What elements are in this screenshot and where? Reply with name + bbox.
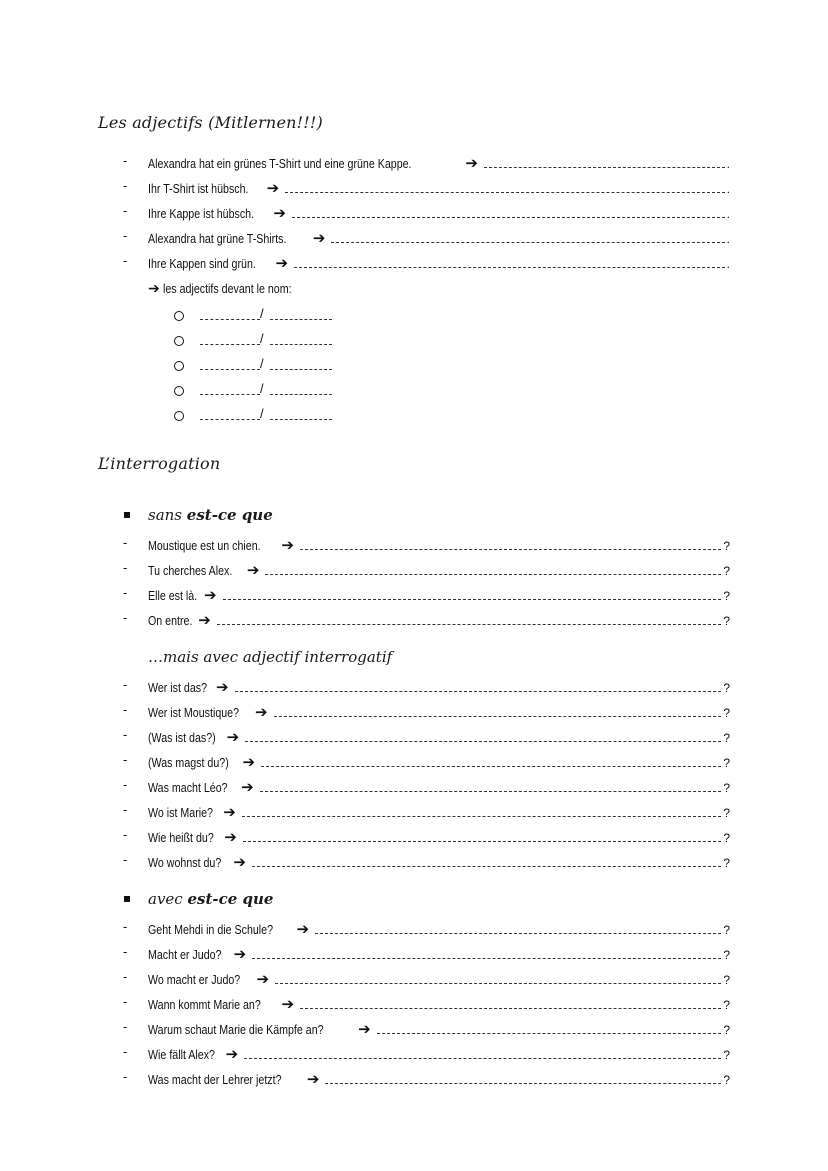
prompt-text: Ihre Kappen sind grün. [148, 256, 256, 271]
dash-bullet: - [123, 585, 128, 600]
line-end-mark: ? [723, 614, 730, 628]
dash-bullet: - [123, 802, 128, 817]
answer-blank[interactable] [200, 344, 260, 345]
answer-blank[interactable] [260, 791, 722, 792]
exercise-line [148, 850, 730, 870]
exercise-row [0, 850, 828, 872]
note-text: les adjectifs devant le nom: [163, 281, 292, 296]
prompt-text: Alexandra hat ein grünes T-Shirt und eine grüne Kappe. [148, 156, 412, 171]
answer-blank[interactable] [300, 549, 721, 550]
line-end-mark: ? [723, 681, 730, 695]
square-bullet-icon [124, 896, 130, 902]
arrow-right-icon: ➔ [275, 255, 289, 272]
arrow-right-icon: ➔ [241, 779, 254, 796]
adjective-blank-row [174, 357, 344, 375]
exercise-line [148, 750, 730, 770]
arrow-right-icon: ➔ [216, 679, 229, 696]
line-end-mark: ? [723, 923, 730, 937]
exercise-row [0, 176, 828, 198]
answer-blank[interactable] [265, 574, 721, 575]
prompt-text: Wo ist Marie? [148, 805, 213, 820]
circle-bullet-icon [174, 361, 184, 371]
slash-separator: / [260, 356, 264, 371]
dash-bullet: - [123, 852, 128, 867]
exercise-line [148, 775, 730, 795]
exercise-row [0, 750, 828, 772]
dash-bullet: - [123, 994, 128, 1009]
section-title-adjectifs: Les adjectifs (Mitlernen!!!) [98, 113, 323, 132]
exercise-row [0, 251, 828, 273]
arrow-bold-icon: ➔ [148, 280, 160, 296]
dash-bullet: - [123, 969, 128, 984]
arrow-right-icon: ➔ [225, 1046, 239, 1063]
line-end-mark: ? [723, 948, 730, 962]
answer-blank[interactable] [252, 866, 721, 867]
avec-prefix: avec [148, 890, 188, 908]
exercise-row [0, 1017, 828, 1039]
slash-separator: / [260, 331, 264, 346]
line-end-mark: ? [723, 806, 730, 820]
line-end-mark: . [726, 232, 730, 246]
circle-bullet-icon [174, 411, 184, 421]
exercise-line [148, 533, 730, 553]
answer-blank[interactable] [270, 369, 332, 370]
exercise-row [0, 226, 828, 248]
exercise-row [0, 725, 828, 747]
exercise-row [0, 942, 828, 964]
prompt-text: Geht Mehdi in die Schule? [148, 922, 274, 937]
exercise-row [0, 608, 828, 630]
square-bullet-icon [124, 512, 130, 518]
exercise-row [0, 151, 828, 173]
line-end-mark: . [726, 182, 730, 196]
answer-blank[interactable] [270, 419, 332, 420]
dash-bullet: - [123, 677, 128, 692]
exercise-row [0, 800, 828, 822]
dash-bullet: - [123, 253, 128, 268]
answer-blank[interactable] [217, 624, 722, 625]
exercise-line [148, 151, 730, 171]
line-end-mark: ? [723, 731, 730, 745]
prompt-text: Wo macht er Judo? [148, 972, 241, 987]
answer-blank[interactable] [325, 1083, 721, 1084]
dash-bullet: - [123, 1044, 128, 1059]
exercise-line [148, 725, 730, 745]
prompt-text: Macht er Judo? [148, 947, 222, 962]
answer-blank[interactable] [270, 319, 332, 320]
line-end-mark: ? [723, 539, 730, 553]
answer-blank[interactable] [377, 1033, 722, 1034]
dash-bullet: - [123, 827, 128, 842]
answer-blank[interactable] [294, 267, 725, 268]
avec-bold: est-ce que [187, 890, 274, 908]
answer-blank[interactable] [270, 344, 332, 345]
arrow-right-icon: ➔ [226, 729, 240, 746]
exercise-row [0, 825, 828, 847]
slash-separator: / [260, 381, 264, 396]
exercise-row [0, 1067, 828, 1089]
answer-blank[interactable] [261, 766, 721, 767]
exercise-line [148, 558, 730, 578]
prompt-text: Alexandra hat grüne T-Shirts. [148, 231, 287, 246]
prompt-text: (Was magst du?) [148, 755, 229, 770]
exercise-row [0, 583, 828, 605]
section-title-interrogation: L’interrogation [98, 454, 221, 473]
adjective-blank-row [174, 407, 344, 425]
adjective-blank-row [174, 332, 344, 350]
line-end-mark: . [726, 207, 730, 221]
dash-bullet: - [123, 535, 128, 550]
answer-blank[interactable] [200, 419, 260, 420]
arrow-right-icon: ➔ [233, 854, 246, 871]
prompt-text: Wer ist das? [148, 680, 208, 695]
arrow-right-icon: ➔ [255, 704, 268, 721]
exercise-line [148, 675, 730, 695]
dash-bullet: - [123, 777, 128, 792]
exercise-line [148, 992, 730, 1012]
exercise-line [148, 1067, 730, 1087]
exercise-line [148, 967, 730, 987]
dash-bullet: - [123, 727, 128, 742]
line-end-mark: ? [723, 1073, 730, 1087]
line-end-mark: . [726, 157, 730, 171]
prompt-text: Wie fällt Alex? [148, 1047, 215, 1062]
sans-prefix: sans [148, 506, 187, 524]
answer-blank[interactable] [331, 242, 724, 243]
exercise-row [0, 533, 828, 555]
answer-blank[interactable] [200, 319, 260, 320]
prompt-text: Ihr T-Shirt ist hübsch. [148, 181, 249, 196]
circle-bullet-icon [174, 336, 184, 346]
adjective-blank-row [174, 307, 344, 325]
exercise-line [148, 251, 730, 271]
exercise-line [148, 825, 730, 845]
answer-blank[interactable] [484, 167, 725, 168]
exercise-line [148, 1017, 730, 1037]
slash-separator: / [260, 406, 264, 421]
exercise-row [0, 201, 828, 223]
exercise-line [148, 583, 730, 603]
prompt-text: Wann kommt Marie an? [148, 997, 261, 1012]
prompt-text: Wer ist Moustique? [148, 705, 240, 720]
answer-blank[interactable] [242, 816, 722, 817]
dash-bullet: - [123, 1019, 128, 1034]
subsection-mais-avec: …mais avec adjectif interrogatif [148, 648, 393, 666]
line-end-mark: ? [723, 1023, 730, 1037]
prompt-text: Wo wohnst du? [148, 855, 222, 870]
answer-blank[interactable] [315, 933, 721, 934]
exercise-line [148, 1042, 730, 1062]
exercise-row [0, 1042, 828, 1064]
adjective-blank-row [174, 382, 344, 400]
dash-bullet: - [123, 153, 128, 168]
exercise-line [148, 608, 730, 628]
dash-bullet: - [123, 228, 128, 243]
line-end-mark: ? [723, 706, 730, 720]
dash-bullet: - [123, 1069, 128, 1084]
arrow-right-icon: ➔ [306, 1071, 320, 1088]
arrow-right-icon: ➔ [223, 804, 236, 821]
exercise-line [148, 201, 730, 221]
line-end-mark: . [726, 257, 730, 271]
line-end-mark: ? [723, 998, 730, 1012]
answer-blank[interactable] [275, 983, 721, 984]
arrow-right-icon: ➔ [358, 1021, 371, 1038]
arrow-right-icon: ➔ [233, 946, 247, 963]
arrow-right-icon: ➔ [296, 921, 310, 938]
line-end-mark: ? [723, 973, 730, 987]
arrow-right-icon: ➔ [312, 230, 326, 247]
subsection-avec-est-ce-que [148, 890, 273, 908]
answer-blank[interactable] [200, 394, 260, 395]
prompt-text: Tu cherches Alex. [148, 563, 233, 578]
circle-bullet-icon [174, 311, 184, 321]
arrow-right-icon: ➔ [242, 754, 256, 771]
answer-blank[interactable] [244, 1058, 721, 1059]
exercise-row [0, 917, 828, 939]
line-end-mark: ? [723, 756, 730, 770]
dash-bullet: - [123, 560, 128, 575]
dash-bullet: - [123, 203, 128, 218]
answer-blank[interactable] [252, 958, 721, 959]
prompt-text: Wie heißt du? [148, 830, 214, 845]
prompt-text: Warum schaut Marie die Kämpfe an? [148, 1022, 324, 1037]
exercise-line [148, 800, 730, 820]
answer-blank[interactable] [235, 691, 722, 692]
arrow-right-icon: ➔ [246, 562, 260, 579]
arrow-right-icon: ➔ [266, 180, 280, 197]
arrow-right-icon: ➔ [281, 537, 294, 554]
exercise-row [0, 675, 828, 697]
arrow-right-icon: ➔ [273, 205, 286, 222]
exercise-row [0, 775, 828, 797]
slash-separator: / [260, 306, 264, 321]
exercise-line [148, 226, 730, 246]
answer-blank[interactable] [270, 394, 332, 395]
arrow-right-icon: ➔ [465, 155, 478, 172]
answer-blank[interactable] [245, 741, 721, 742]
line-end-mark: ? [723, 1048, 730, 1062]
dash-bullet: - [123, 178, 128, 193]
arrow-right-icon: ➔ [256, 971, 270, 988]
dash-bullet: - [123, 702, 128, 717]
line-end-mark: ? [723, 564, 730, 578]
dash-bullet: - [123, 752, 128, 767]
line-end-mark: ? [723, 856, 730, 870]
exercise-row [0, 700, 828, 722]
arrow-right-icon: ➔ [281, 996, 295, 1013]
subsection-sans-est-ce-que [148, 506, 273, 524]
prompt-text: Elle est là. [148, 588, 198, 603]
adjectives-note [148, 280, 320, 297]
prompt-text: Was macht der Lehrer jetzt? [148, 1072, 282, 1087]
prompt-text: On entre. [148, 613, 193, 628]
prompt-text: Was macht Léo? [148, 780, 228, 795]
circle-bullet-icon [174, 386, 184, 396]
exercise-row [0, 967, 828, 989]
exercise-row [0, 558, 828, 580]
exercise-line [148, 917, 730, 937]
answer-blank[interactable] [285, 192, 724, 193]
answer-blank[interactable] [292, 217, 725, 218]
exercise-line [148, 942, 730, 962]
exercise-line [148, 700, 730, 720]
answer-blank[interactable] [200, 369, 260, 370]
answer-blank[interactable] [223, 599, 722, 600]
answer-blank[interactable] [243, 841, 722, 842]
dash-bullet: - [123, 919, 128, 934]
dash-bullet: - [123, 610, 128, 625]
prompt-text: Moustique est un chien. [148, 538, 261, 553]
dash-bullet: - [123, 944, 128, 959]
line-end-mark: ? [723, 589, 730, 603]
arrow-right-icon: ➔ [224, 829, 237, 846]
sans-bold: est-ce que [186, 506, 273, 524]
arrow-right-icon: ➔ [198, 612, 211, 629]
prompt-text: Ihre Kappe ist hübsch. [148, 206, 255, 221]
line-end-mark: ? [723, 831, 730, 845]
exercise-line [148, 176, 730, 196]
prompt-text: (Was ist das?) [148, 730, 216, 745]
exercise-row [0, 992, 828, 1014]
answer-blank[interactable] [274, 716, 722, 717]
answer-blank[interactable] [300, 1008, 721, 1009]
arrow-right-icon: ➔ [203, 587, 217, 604]
line-end-mark: ? [723, 781, 730, 795]
